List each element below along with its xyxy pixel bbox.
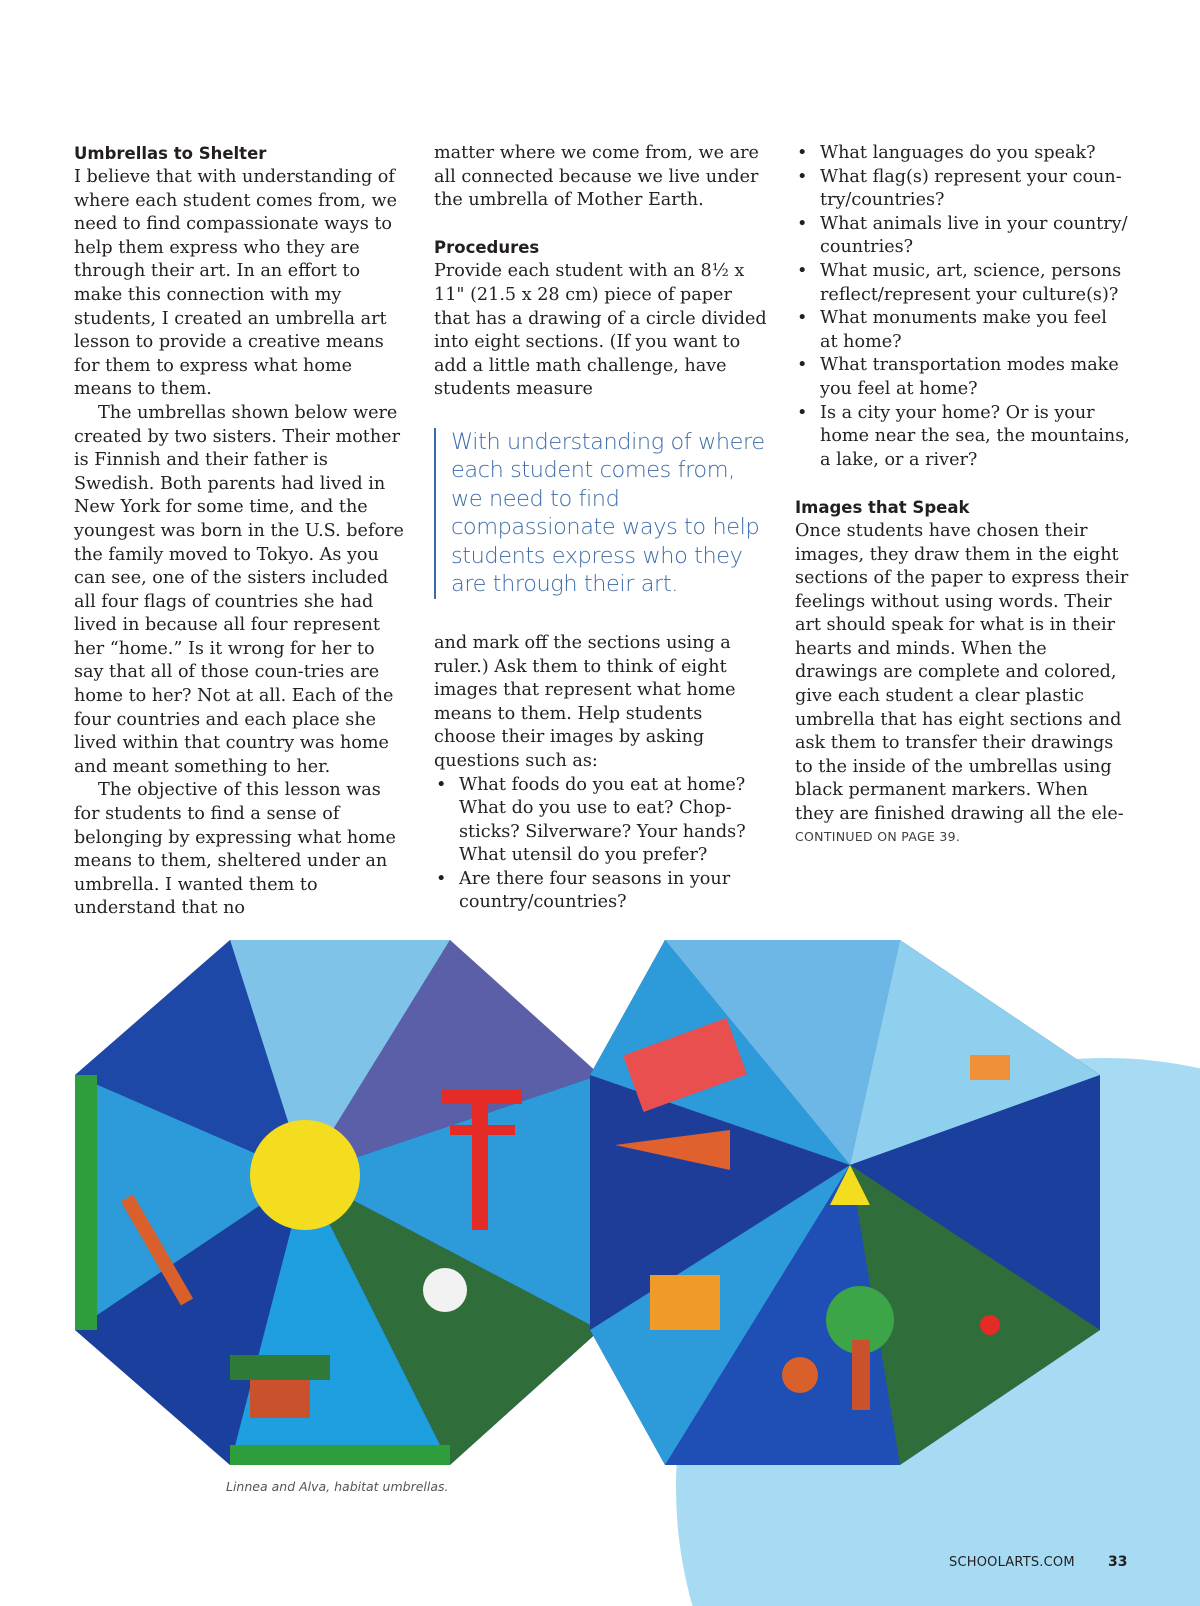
section-heading-images: Images that Speak	[795, 497, 970, 517]
list-item: • Are there four seasons in your country/countries?	[434, 868, 769, 915]
page-number: 33	[1108, 1554, 1128, 1570]
list-item: • What monuments make you feel at home?	[795, 307, 1130, 354]
photo-caption: Linnea and Alva, habitat umbrellas.	[226, 1479, 449, 1494]
pull-quote: With understanding of where each student comes from, we need to find compassionate ways to help students express who they are through their art.	[434, 428, 769, 599]
article-column-3	[795, 142, 1130, 827]
paragraph: and mark off the sections using a ruler.) Ask them to think of eight images that represent what home means to them. Help students choose their images by asking questions such as:	[434, 632, 736, 771]
left-umbrella	[70, 935, 610, 1475]
article-column-1	[74, 142, 409, 921]
paragraph: The objective of this lesson was for students to find a sense of belonging by expressing what home means to them, sheltered under an umbrella. I wanted them to understand that no	[74, 780, 396, 919]
paragraph: The umbrellas shown below were created by two sisters. Their mother is Finnish and their father is Swedish. Both parents had lived in New York for some time, and the youngest was born in the U.S. before the family moved to Tokyo. As you can see, one of the sisters included all four flags of countries she had lived in because all four represent her “home.” Is it wrong for her to say that all of those coun-tries are home to her? Not at all. Each of the four countries and each place she lived within that country was home and meant something to her.	[74, 402, 404, 777]
list-item: • What languages do you speak?	[795, 142, 1130, 166]
right-umbrella	[570, 935, 1130, 1475]
question-list	[434, 774, 769, 916]
paragraph: Once students have chosen their images, they draw them in the eight sections of the paper to express their feelings without using words. Their art should speak for what is in their hearts and minds. When the drawings are complete and colored, give each student a clear plastic umbrella that has eight sections and ask them to transfer their drawings to the inside of the umbrellas using black permanent markers. When they are finished drawing all the ele-	[795, 520, 1129, 825]
list-item: • What foods do you eat at home? What do you use to eat? Chop-sticks? Silverware? Your hands? What utensil do you prefer?	[434, 774, 769, 868]
list-item: • What transportation modes make you feel at home?	[795, 354, 1130, 401]
section-heading-umbrellas: Umbrellas to Shelter	[74, 144, 267, 163]
paragraph: Provide each student with an 8½ x 11" (21.5 x 28 cm) piece of paper that has a drawing of a circle divided into eight sections. (If you want to add a little math challenge, have students measure	[434, 261, 767, 400]
continued-note: CONTINUED ON PAGE 39.	[795, 829, 961, 844]
list-item: • What music, art, science, persons reflect/represent your culture(s)?	[795, 260, 1130, 307]
list-item: • What flag(s) represent your coun-try/countries?	[795, 166, 1130, 213]
footer-site-name: SCHOOLARTS.COM	[949, 1555, 1075, 1570]
list-item: • Is a city your home? Or is your home near the sea, the mountains, a lake, or a river?	[795, 402, 1130, 473]
list-item: • What animals live in your country/ countries?	[795, 213, 1130, 260]
question-list	[795, 142, 1130, 472]
paragraph: matter where we come from, we are all connected because we live under the umbrella of Mother Earth.	[434, 143, 759, 211]
article-column-2	[434, 142, 769, 915]
paragraph: I believe that with understanding of where each student comes from, we need to find compassionate ways to help them express who they are through their art. In an effort to make this connection with my students, I created an umbrella art lesson to provide a creative means for them to express what home means to them.	[74, 167, 398, 400]
umbrellas-photo	[70, 935, 1140, 1475]
section-heading-procedures: Procedures	[434, 238, 540, 258]
